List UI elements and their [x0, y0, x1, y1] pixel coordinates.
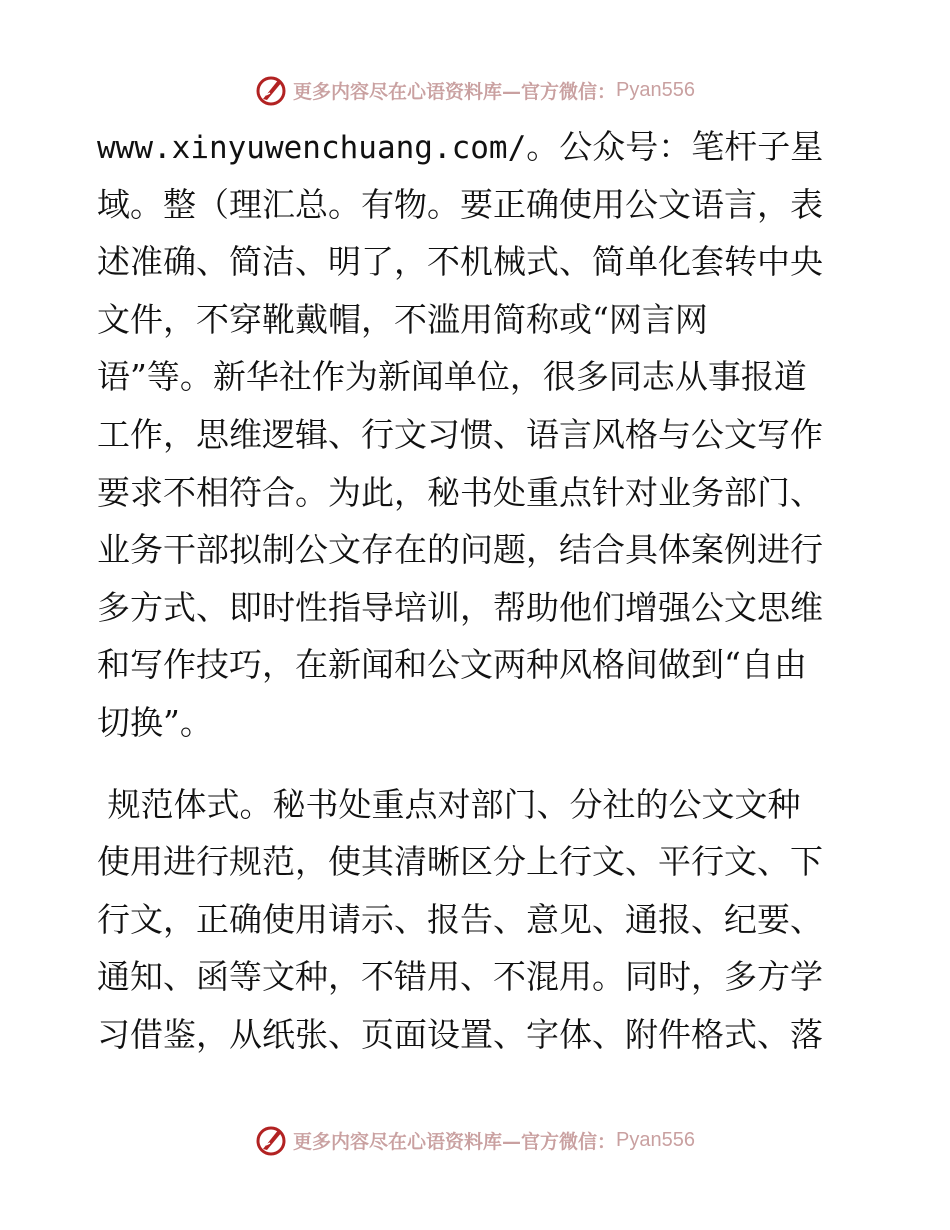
text-line: 行文，正确使用请示、报告、意见、通报、纪要、: [97, 899, 823, 939]
text-line: 述准确、简洁、明了，不机械式、简单化套转中央: [97, 242, 823, 282]
text-line: 通知、函等文种，不错用、不混用。同时，多方学: [97, 957, 823, 997]
text-line: 业务干部拟制公文存在的问题，结合具体案例进行: [97, 530, 823, 570]
text-line: 语”等。新华社作为新闻单位，很多同志从事报道: [97, 357, 807, 397]
banner-slogan: 更多内容尽在心语资料库—官方微信：: [293, 80, 617, 103]
text-line: 域。整（理汇总。有物。要正确使用公文语言，表: [97, 184, 823, 224]
text-line: 文件，不穿靴戴帽，不滥用简称或“网言网: [97, 299, 708, 339]
paragraph-2: [97, 776, 857, 1064]
text-line: 要求不相符合。为此，秘书处重点针对业务部门、: [97, 472, 823, 512]
text-line: 切换”。: [97, 702, 213, 742]
text-line: 规范体式。秘书处重点对部门、分社的公文文种: [97, 784, 801, 824]
text-line: 工作，思维逻辑、行文习惯、语言风格与公文写作: [97, 414, 823, 454]
banner-wechat-account: Pyan556: [616, 78, 695, 101]
text-line: 习借鉴，从纸张、页面设置、字体、附件格式、落: [97, 1014, 823, 1054]
document-body: [97, 118, 857, 1064]
header-banner: [0, 70, 950, 110]
feather-pen-logo-icon: [255, 1123, 289, 1157]
text-line-rest: 。公众号：笔杆子星: [526, 127, 824, 166]
text-line: 多方式、即时性指导培训，帮助他们增强公文思维: [97, 587, 823, 627]
footer-banner: [0, 1120, 950, 1160]
paragraph-1: [97, 118, 857, 752]
text-line: 和写作技巧，在新闻和公文两种风格间做到“自由: [97, 645, 807, 685]
banner-wechat-account: Pyan556: [616, 1128, 695, 1151]
banner-slogan: 更多内容尽在心语资料库—官方微信：: [293, 1130, 617, 1153]
text-line: [97, 118, 857, 176]
website-url: www.xinyuwenchuang.com/: [97, 130, 527, 166]
text-line: 使用进行规范，使其清晰区分上行文、平行文、下: [97, 842, 823, 882]
feather-pen-logo-icon: [255, 73, 289, 107]
